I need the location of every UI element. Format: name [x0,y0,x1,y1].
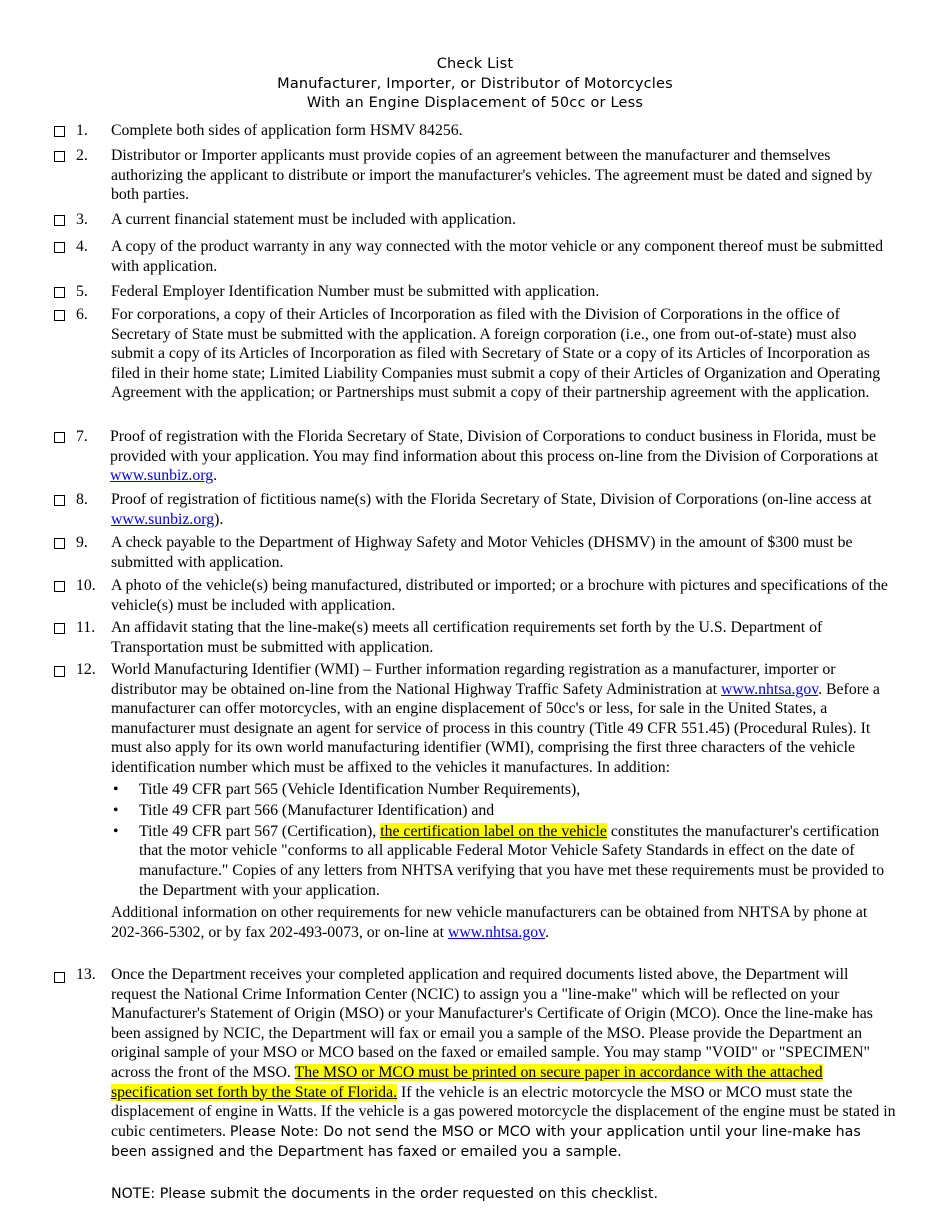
item-number: 11. [76,619,96,636]
checkbox[interactable] [54,242,65,253]
footer-note: NOTE: Please submit the documents in the order requested on this checklist. [111,1186,658,1202]
item-text: Complete both sides of application form HSMV 84256. [111,122,463,139]
checkbox[interactable] [54,215,65,226]
checkbox[interactable] [54,538,65,549]
bullet-icon: • [113,822,119,840]
list-item: • Title 49 CFR part 566 (Manufacturer Identification) and [113,801,495,819]
item-text: Distributor or Importer applicants must provide copies of an agreement between the manufacturer and themselves authorizing the applicant to distribute or import the manufacturer's vehicles. The agreement must be dated and signed by both parties. [111,147,873,204]
page-subtitle-2: With an Engine Displacement of 50cc or Less [306,95,644,111]
nhtsa-link[interactable]: www.nhtsa.gov [720,680,819,698]
bullet-icon: • [113,780,119,798]
item-number: 12. [76,661,96,678]
item-text: Proof of registration with the Florida Secretary of State, Division of Corporations to conduct business in Florida, must be provided with your application. You may find information about this process on-line from the Division of Corporations at www.sunbiz.org. [110,428,879,485]
additional-info: Additional information on other requirements for new vehicle manufacturers can be obtained from NHTSA by phone at 202-366-5302, or by fax 202-493-0073, or on-line at www.nhtsa.gov. [111,904,868,941]
item-number: 7. [76,428,88,445]
page-subtitle: Manufacturer, Importer, or Distributor of Motorcycles [277,75,673,92]
item-number: 10. [76,577,96,594]
page-title: Check List [436,56,514,72]
checkbox[interactable] [54,151,65,162]
list-item: • Title 49 CFR part 565 (Vehicle Identification Number Requirements), [113,780,581,798]
sunbiz-link[interactable]: www.sunbiz.org [111,510,215,528]
checkbox[interactable] [54,310,65,321]
item-number: 9. [76,534,88,551]
please-note: Please Note: Do not send the MSO or MCO with your application until your line-make has been assigned and the Department has faxed or emailed you a sample. [111,1123,861,1161]
item-number: 6. [76,306,88,323]
page-header [0,55,950,114]
item-number: 4. [76,238,88,255]
bullet-icon: • [113,801,119,819]
bullet-list [111,780,896,901]
checkbox[interactable] [54,495,65,506]
item-number: 3. [76,211,88,228]
highlighted-text: the certification label on the vehicle [380,822,607,840]
item-text: A copy of the product warranty in any way connected with the motor vehicle or any component thereof must be submitted with application. [111,238,884,275]
item-number: 8. [76,491,88,508]
item-text: A photo of the vehicle(s) being manufactured, distributed or imported; or a brochure with pictures and specifications of the vehicle(s) must be included with application. [111,577,888,614]
item-text: For corporations, a copy of their Articles of Incorporation as filed with the Division of Corporations in the office of Secretary of State must be submitted with the application. A foreign corporation (i.e., one from out-of-state) must also submit a copy of its Articles of Incorporation as filed with Secretary of State or a copy of its Articles of Incorporation as filed in their home state; Limited Liability Companies must submit a copy of their Articles of Organization and Operating Agreement with the application; or Partnerships must submit a copy of their partnership agreement with the application. [111,306,881,402]
item-text: Federal Employer Identification Number must be submitted with application. [111,283,600,300]
checkbox[interactable] [54,623,65,634]
item-text: World Manufacturing Identifier (WMI) – Further information regarding registration as a manufacturer, importer or distributor may be obtained on-line from the National Highway Traffic Safety Administration at www.nhtsa.gov. Before a manufacturer can offer motorcycles, with an engine displacement of 50cc's or less, for sale in the United States, a manufacturer must designate an agent for service of process in this country (Title 49 CFR 551.45) (Procedural Rules). It must also apply for its own world manufacturing identifier (WMI), comprising the first three characters of the vehicle identification number which must be affixed to the vehicles it manufactures. In addition: [111,661,880,776]
item-text: A check payable to the Department of Highway Safety and Motor Vehicles (DHSMV) in the amount of $300 must be submitted with application. [111,534,853,571]
item-number: 13. [76,966,96,983]
item-text: An affidavit stating that the line-make(s) meets all certification requirements set forth by the U.S. Department of Transportation must be submitted with application. [111,619,823,656]
checkbox[interactable] [54,432,65,443]
highlighted-text: The MSO or MCO must be printed on secure paper in accordance with the attached specification set forth by the State of Florida. [111,1063,823,1101]
item-number: 1. [76,122,88,139]
checkbox[interactable] [54,581,65,592]
checkbox[interactable] [54,287,65,298]
list-item: • Title 49 CFR part 567 (Certification), the certification label on the vehicle constitutes the manufacturer's certification that the motor vehicle "conforms to all applicable Federal Motor Vehicle Safety Standards in effect on the date of manufacture." Copies of any letters from NHTSA verifying that you have met these requirements must be provided to the Department with your application. [113,822,885,899]
item-text: A current financial statement must be included with application. [111,211,516,228]
checkbox[interactable] [54,126,65,137]
item-number: 5. [76,283,88,300]
nhtsa-link[interactable]: www.nhtsa.gov [447,923,546,941]
checkbox[interactable] [54,972,65,983]
item-text: Once the Department receives your completed application and required documents listed above, the Department will request the National Crime Information Center (NCIC) to assign you a "line-make" which will be reflected on your Manufacturer's Statement of Origin (MSO) or your Manufacturer's Certificate of Origin (MCO). Once the line-make has been assigned by NCIC, the Department will fax or email you a sample of the MSO. Please provide the Department an original sample of your MSO or MCO based on the faxed or emailed sample. You may stamp "VOID" or "SPECIMEN" across the front of the MSO. The MSO or MCO must be printed on secure paper in accordance with the attached specification set forth by the State of Florida. If the vehicle is an electric motorcycle the MSO or MCO must state the displacement of engine in Watts. If the vehicle is a gas powered motorcycle the displacement of the engine must be stated in cubic centimeters. Please Note: Do not send the MSO or MCO with your application until your line-make has been assigned and the Department has faxed or emailed you a sample. [111,966,896,1161]
checkbox[interactable] [54,666,65,677]
item-number: 2. [76,147,88,164]
item-text: Proof of registration of fictitious name(s) with the Florida Secretary of State, Division of Corporations (on-line access at www.sunbiz.org). [111,491,872,528]
sunbiz-link[interactable]: www.sunbiz.org [110,467,214,485]
